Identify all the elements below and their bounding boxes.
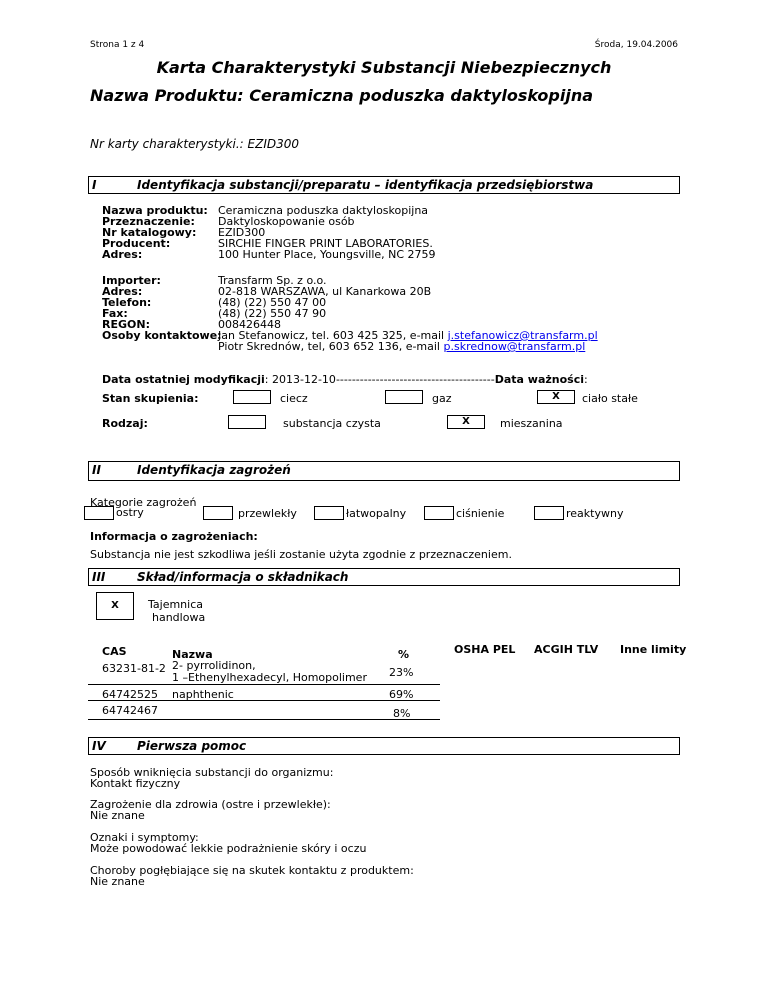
section-number: IV xyxy=(92,739,106,753)
type-checkbox-pure[interactable] xyxy=(228,415,266,429)
state-checkbox-liquid[interactable] xyxy=(233,390,271,404)
product-labels: Nazwa produktu: Przeznaczenie: Nr katalogowy: Producent: Adres: xyxy=(102,204,208,261)
hazard-checkbox-reactive[interactable] xyxy=(534,506,564,520)
section-2-header xyxy=(88,461,680,481)
modification-row: Data ostatniej modyfikacji: 2013-12-10----------------------------------------Data ważności: xyxy=(102,373,588,386)
column-osha-pel: OSHA PEL xyxy=(454,643,516,656)
section-number: III xyxy=(92,570,106,584)
first-aid-block: Sposób wniknięcia substancji do organizmu: Kontakt fizyczny xyxy=(90,766,334,790)
first-aid-block: Zagrożenie dla zdrowia (ostre i przewlekłe): Nie znane xyxy=(90,798,331,822)
table-cell-percent: 23% xyxy=(389,666,414,679)
section-3-header xyxy=(88,568,680,586)
importer-values: Transfarm Sp. z o.o. 02-818 WARSZAWA, ul Kanarkowa 20B (48) (22) 550 47 00 (48) (22) 550 47 90 008426448 Jan Stefanowicz, tel. 603 425 325, e-mail j.stefanowicz@transfarm.pl Piotr Skrednów, tel, 603 652 136, e-mail p.skrednow@transfarm.pl xyxy=(218,274,598,353)
state-label: Stan skupienia: xyxy=(102,392,199,405)
first-aid-block: Oznaki i symptomy: Może powodować lekkie podrażnienie skóry i oczu xyxy=(90,831,367,855)
card-number: Nr karty charakterystyki.: EZID300 xyxy=(90,137,299,151)
table-row-divider xyxy=(88,719,440,720)
importer-labels: Importer: Adres: Telefon: Fax: REGON: Osoby kontaktowe: xyxy=(102,274,222,342)
type-option-mixture: mieszanina xyxy=(500,417,563,430)
state-option-gas: gaz xyxy=(432,392,452,405)
hazard-info-heading: Informacja o zagrożeniach: xyxy=(90,530,258,543)
page-number: Strona 1 z 4 xyxy=(90,40,145,50)
section-title: Pierwsza pomoc xyxy=(137,739,247,753)
hazard-checkbox-chronic[interactable] xyxy=(203,506,233,520)
email-link-stefanowicz[interactable]: j.stefanowicz@transfarm.pl xyxy=(447,329,598,342)
column-acgih-tlv: ACGIH TLV xyxy=(534,643,599,656)
column-other-limits: Inne limity xyxy=(620,643,687,656)
table-cell-name: 2- pyrrolidinon, 1 –Ethenylhexadecyl, Homopolimer xyxy=(172,659,367,684)
document-title: Karta Charakterystyki Substancji Niebezpiecznych xyxy=(156,58,612,77)
table-row-divider xyxy=(88,684,440,685)
hazard-option-chronic: przewlekły xyxy=(238,507,297,520)
state-checkbox-gas[interactable] xyxy=(385,390,423,404)
hazard-option-pressure: ciśnienie xyxy=(456,507,505,520)
hazard-option-flammable: łatwopalny xyxy=(346,507,407,520)
product-title: Nazwa Produktu: Ceramiczna poduszka daktyloskopijna xyxy=(90,86,594,105)
state-checkbox-solid[interactable]: X xyxy=(537,390,575,404)
table-cell-name: naphthenic xyxy=(172,688,234,701)
section-title: Skład/informacja o składnikach xyxy=(137,570,349,584)
table-cell-percent: 69% xyxy=(389,688,414,701)
table-cell-cas: 63231-81-2 xyxy=(102,662,166,675)
trade-secret-checkbox[interactable]: X xyxy=(96,592,134,620)
table-cell-cas: 64742525 xyxy=(102,688,158,701)
state-option-solid: ciało stałe xyxy=(582,392,638,405)
hazard-checkbox-pressure[interactable] xyxy=(424,506,454,520)
section-number: II xyxy=(92,463,101,477)
hazard-checkbox-acute[interactable] xyxy=(84,506,114,520)
hazard-category-label: Kategorie zagrożeń xyxy=(90,496,197,509)
type-checkbox-mixture[interactable]: X xyxy=(447,415,485,429)
column-cas: CAS xyxy=(102,645,127,658)
section-1-header xyxy=(88,176,680,194)
hazard-info-text: Substancja nie jest szkodliwa jeśli zostanie użyta zgodnie z przeznaczeniem. xyxy=(90,548,512,561)
section-number: I xyxy=(92,178,97,192)
section-title: Identyfikacja zagrożeń xyxy=(137,463,291,477)
hazard-checkbox-flammable[interactable] xyxy=(314,506,344,520)
section-title: Identyfikacja substancji/preparatu – identyfikacja przedsiębiorstwa xyxy=(137,178,594,192)
table-row-divider xyxy=(88,700,440,701)
type-label: Rodzaj: xyxy=(102,417,148,430)
table-cell-cas: 64742467 xyxy=(102,704,158,717)
document-date: Środa, 19.04.2006 xyxy=(594,40,678,50)
email-link-skrednow[interactable]: p.skrednow@transfarm.pl xyxy=(443,340,586,353)
trade-secret-label: Tajemnica handlowa xyxy=(148,598,206,624)
state-option-liquid: ciecz xyxy=(280,392,308,405)
product-values: Ceramiczna poduszka daktyloskopijna Daktyloskopowanie osób EZID300 SIRCHIE FINGER PRINT LABORATORIES. 100 Hunter Place, Youngsville, NC 2759 xyxy=(218,204,436,261)
column-percent: % xyxy=(398,648,410,661)
column-name: Nazwa xyxy=(172,648,213,661)
hazard-option-reactive: reaktywny xyxy=(566,507,624,520)
table-cell-percent: 8% xyxy=(393,707,411,720)
hazard-option-acute: ostry xyxy=(116,506,144,519)
type-option-pure: substancja czysta xyxy=(283,417,381,430)
section-4-header xyxy=(88,737,680,755)
first-aid-block: Choroby pogłębiające się na skutek kontaktu z produktem: Nie znane xyxy=(90,864,414,888)
